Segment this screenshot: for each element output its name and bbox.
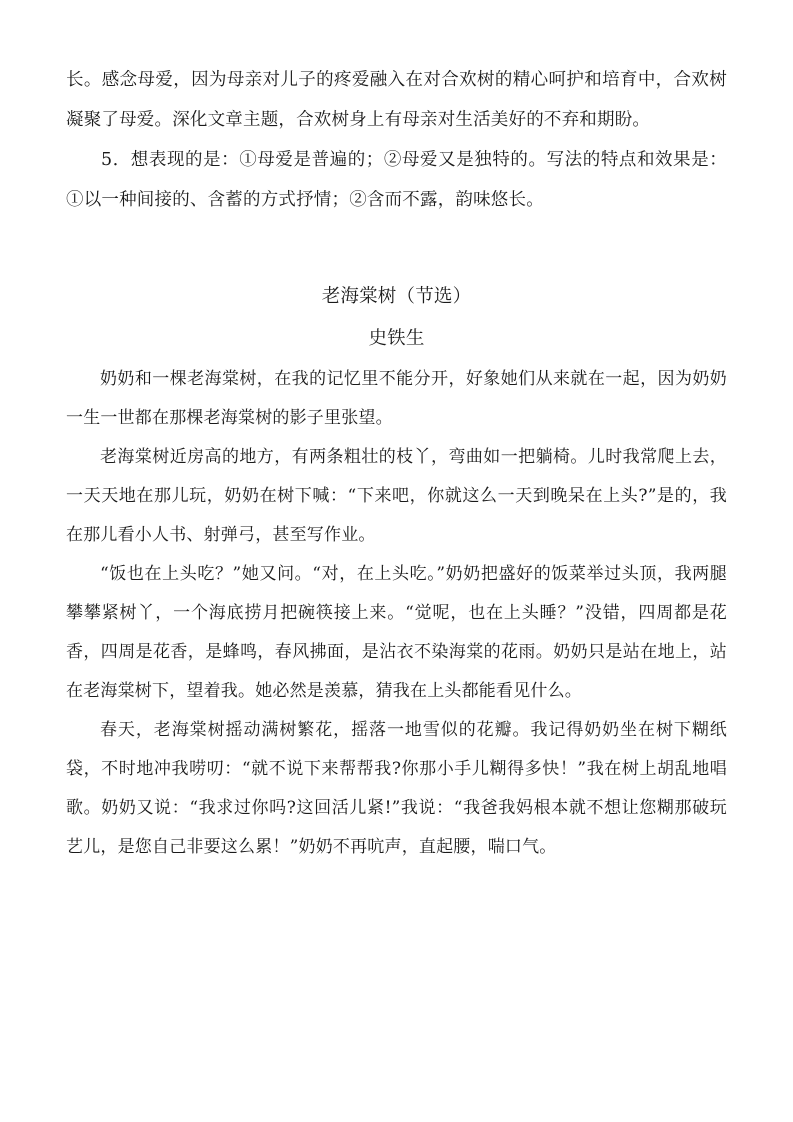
document-content xyxy=(66,60,727,867)
section-spacer xyxy=(66,220,727,276)
article-body xyxy=(66,360,727,867)
article-author: 史铁生 xyxy=(368,328,425,349)
answer-paragraph-5: 5．想表现的是：①母爱是普遍的；②母爱又是独特的。写法的特点和效果是：①以一种间接的、含蓄的方式抒情；②含而不露，韵味悠长。 xyxy=(66,150,727,210)
article-title: 老海棠树（节选） xyxy=(321,286,472,307)
article-paragraph-3: “饭也在上头吃？”她又问。“对，在上头吃。”奶奶把盛好的饭菜举过头顶，我两腿攀攀紧树丫，一个海底捞月把碗筷接上来。“觉呢，也在上头睡？”没错，四周都是花香，四周是花香，是蜂鸣，春风拂面，是沾衣不染海棠的花雨。奶奶只是站在地上，站在老海棠树下，望着我。她必然是羡慕，猜我在上头都能看见什么。 xyxy=(66,564,727,701)
answer-paragraph-continuation: 长。感念母爱，因为母亲对儿子的疼爱融入在对合欢树的精心呵护和培育中，合欢树凝聚了母爱。深化文章主题，合欢树身上有母亲对生活美好的不弃和期盼。 xyxy=(66,70,727,130)
article-paragraph-2: 老海棠树近房高的地方，有两条粗壮的枝丫，弯曲如一把躺椅。儿时我常爬上去，一天天地在那儿玩，奶奶在树下喊：“下来吧，你就这么一天到晚呆在上头?”是的，我在那儿看小人书、射弹弓，甚至写作业。 xyxy=(66,447,727,545)
article-paragraph-4: 春天，老海棠树摇动满树繁花，摇落一地雪似的花瓣。我记得奶奶坐在树下糊纸袋，不时地冲我唠叨：“就不说下来帮帮我?你那小手儿糊得多快！”我在树上胡乱地唱歌。奶奶又说：“我求过你吗?这回活儿紧!”我说：“我爸我妈根本就不想让您糊那破玩艺儿，是您自己非要这么累！”奶奶不再吭声，直起腰，喘口气。 xyxy=(66,720,727,857)
article-paragraph-1: 奶奶和一棵老海棠树，在我的记忆里不能分开，好象她们从来就在一起，因为奶奶一生一世都在那棵老海棠树的影子里张望。 xyxy=(66,369,727,428)
